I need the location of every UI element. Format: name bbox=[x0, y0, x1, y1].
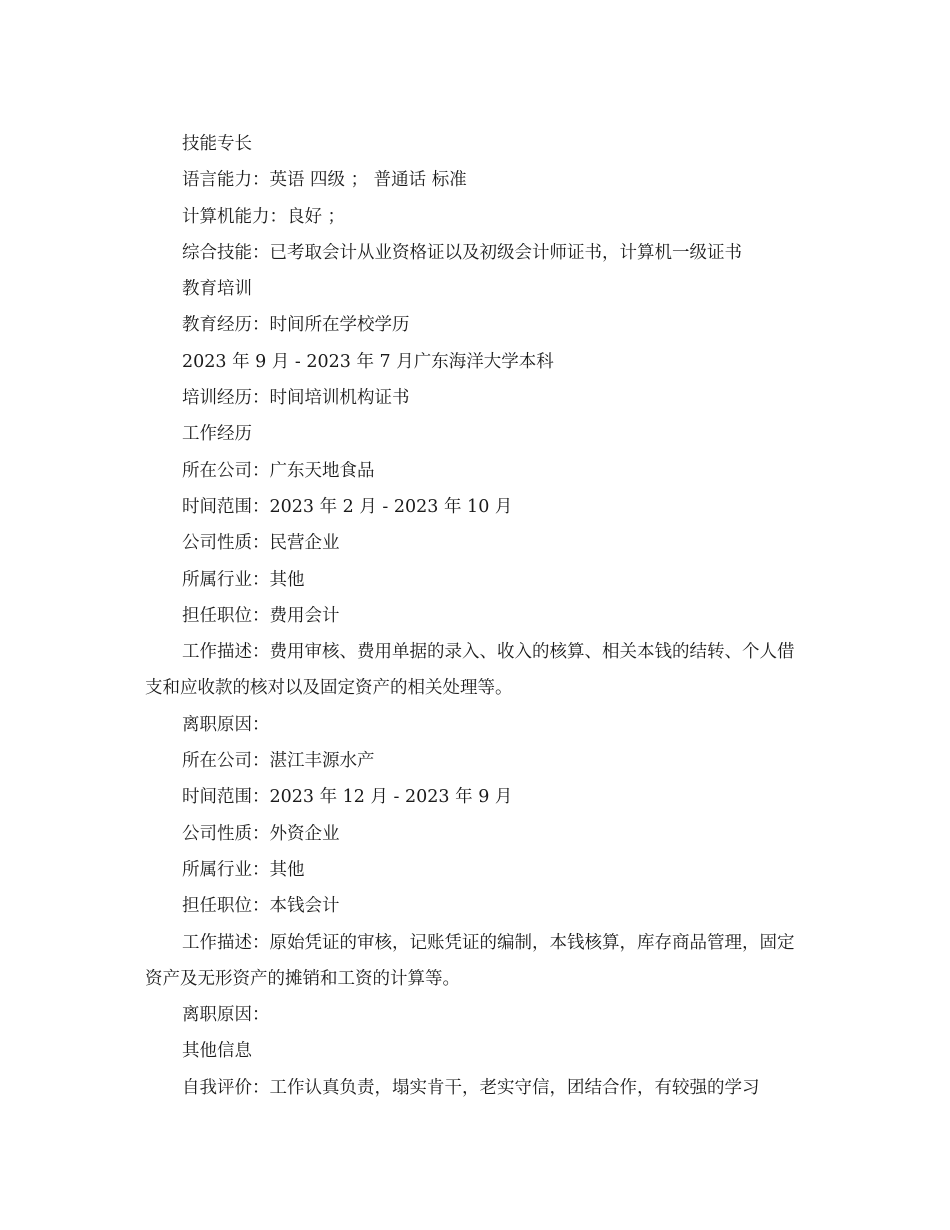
job1-industry: 所属行业：其他 bbox=[182, 569, 305, 590]
section-title-work: 工作经历 bbox=[182, 424, 252, 445]
job2-position: 担任职位：本钱会计 bbox=[182, 896, 340, 917]
job2-company-type: 公司性质：外资企业 bbox=[182, 823, 340, 844]
job1-position: 担任职位：费用会计 bbox=[182, 605, 340, 626]
job1-company: 所在公司：广东天地食品 bbox=[182, 460, 375, 481]
education-entry: 2023 年 9 月 - 2023 年 7 月广东海洋大学本科 bbox=[182, 351, 554, 372]
resume-content bbox=[145, 126, 805, 1106]
job2-company: 所在公司：湛江丰源水产 bbox=[182, 751, 375, 772]
job1-period: 时间范围：2023 年 2 月 - 2023 年 10 月 bbox=[182, 496, 513, 517]
computer-ability: 计算机能力：良好 ； bbox=[182, 206, 346, 227]
section-title-education: 教育培训 bbox=[182, 279, 252, 300]
job2-industry: 所属行业：其他 bbox=[182, 859, 305, 880]
job2-description: 工作描述：原始凭证的审核，记账凭证的编制，本钱核算，库存商品管理，固定资产及无形资产的摊销和工资的计算等。 bbox=[145, 932, 795, 989]
job2-period: 时间范围：2023 年 12 月 - 2023 年 9 月 bbox=[182, 787, 513, 808]
self-evaluation: 自我评价：工作认真负责，塌实肯干，老实守信，团结合作，有较强的学习 bbox=[182, 1077, 760, 1098]
job1-company-type: 公司性质：民营企业 bbox=[182, 533, 340, 554]
section-title-other: 其他信息 bbox=[182, 1041, 252, 1062]
job2-leave-reason: 离职原因： bbox=[182, 1005, 270, 1026]
section-title-skills: 技能专长 bbox=[182, 134, 252, 154]
comprehensive-skills: 综合技能：已考取会计从业资格证以及初级会计师证书，计算机一级证书 bbox=[182, 242, 742, 263]
job1-leave-reason: 离职原因： bbox=[182, 714, 270, 735]
education-header: 教育经历：时间所在学校学历 bbox=[182, 315, 410, 336]
language-ability: 语言能力：英语 四级 ； 普通话 标准 bbox=[182, 170, 467, 191]
job1-description: 工作描述：费用审核、费用单据的录入、收入的核算、相关本钱的结转、个人借支和应收款的核对以及固定资产的相关处理等。 bbox=[145, 642, 795, 699]
training-header: 培训经历：时间培训机构证书 bbox=[182, 388, 410, 409]
